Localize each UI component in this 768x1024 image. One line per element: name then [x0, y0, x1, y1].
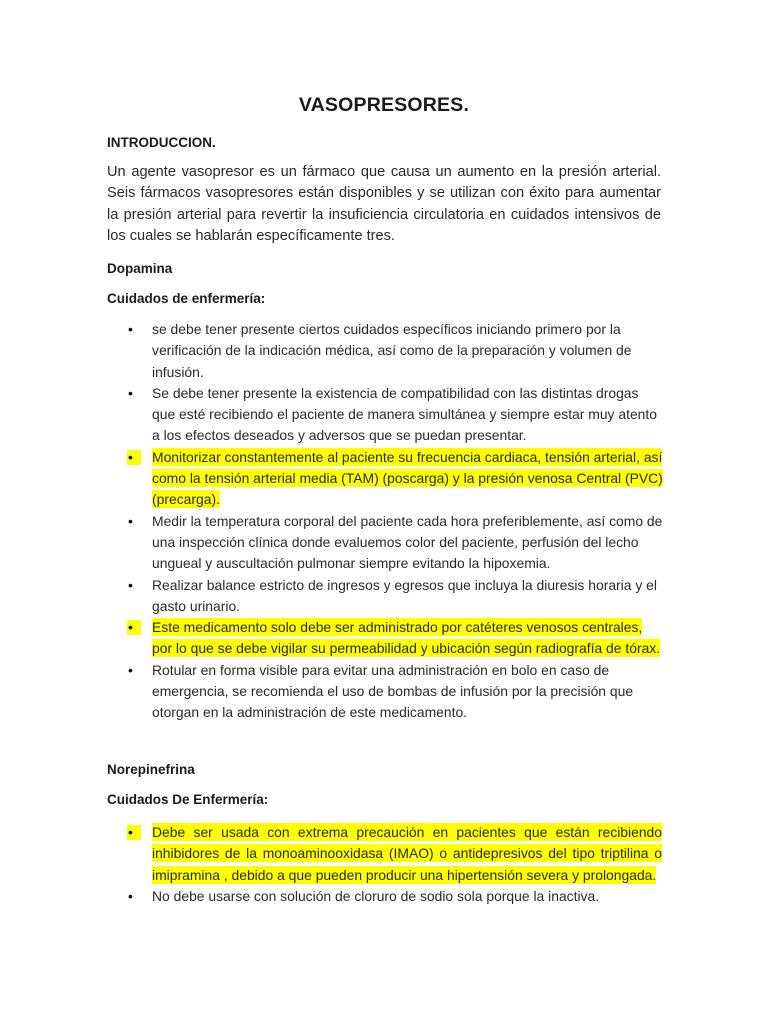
norepinefrina-care-heading: Cuidados De Enfermería: — [107, 792, 269, 807]
list-item — [0, 660, 664, 724]
list-item-text: Debe ser usada con extrema precaución en pacientes que están recibiendo inhibidores de la monoaminooxidasa (IMAO) o antidepresivos del tipo triptilina o imipramina , debido a que pueden producir una hipertensión severa y prolongada. — [152, 824, 662, 883]
list-item-highlighted — [0, 822, 662, 886]
bullet-icon: • — [128, 321, 133, 337]
list-item-text: se debe tener presente ciertos cuidados específicos iniciando primero por la verificación de la indicación médica, así como de la preparación y volumen de infusión. — [152, 321, 632, 380]
list-item — [0, 886, 662, 907]
list-item — [0, 319, 664, 383]
list-item-highlighted — [0, 447, 664, 511]
bullet-icon: • — [128, 576, 133, 593]
list-item-text: Rotular en forma visible para evitar una administración en bolo en caso de emergencia, se recomienda el uso de bombas de infusión por la precisión que otorgan en la administración de este medicamento. — [152, 661, 634, 721]
list-item — [0, 575, 664, 618]
list-item-highlighted — [0, 617, 664, 660]
list-item — [0, 511, 664, 575]
dopamina-care-heading: Cuidados de enfermería: — [107, 291, 266, 306]
intro-heading: INTRODUCCION. — [107, 135, 216, 150]
list-item-text: Se debe tener presente la existencia de compatibilidad con las distintas drogas que esté recibiendo el paciente de manera simultánea y siempre estar muy atento a los efectos deseados y adversos que se puedan presentar. — [152, 384, 657, 444]
bullet-icon: • — [128, 824, 133, 840]
list-item-text: Realizar balance estricto de ingresos y egresos que incluya la diuresis horaria y el gasto urinario. — [152, 576, 657, 614]
dopamina-care-list — [0, 319, 664, 724]
bullet-icon: • — [128, 512, 133, 529]
bullet-icon: • — [128, 661, 133, 678]
dopamina-heading: Dopamina — [107, 261, 173, 276]
list-item-text: Medir la temperatura corporal del paciente cada hora preferiblemente, así como de una inspección clínica donde evaluemos color del paciente, perfusión del lecho ungueal y auscultación pulmonar siempre evitando la hipoxemia. — [152, 512, 663, 572]
norepinefrina-care-list — [0, 822, 662, 907]
bullet-icon: • — [128, 448, 133, 465]
list-item-text: No debe usarse con solución de cloruro de sodio sola porque la inactiva. — [152, 887, 600, 904]
list-item-text: Este medicamento solo debe ser administrado por catéteres venosos centrales, por lo que se debe vigilar su permeabilidad y ubicación según radiografía de tórax. — [152, 619, 661, 657]
list-item-text: Monitorizar constantemente al paciente su frecuencia cardiaca, tensión arterial, así como la tensión arterial media (TAM) (poscarga) y la presión venosa Central (PVC) (precarga). — [152, 448, 663, 508]
bullet-icon: • — [128, 887, 133, 904]
intro-paragraph: Un agente vasopresor es un fármaco que causa un aumento en la presión arterial. Seis fármacos vasopresores están disponibles y se utilizan con éxito para aumentar la presión arterial para revertir la insuficiencia circulatoria en cuidados intensivos de los cuales se hablarán específicamente tres. — [107, 164, 661, 244]
bullet-icon: • — [128, 619, 133, 636]
list-item — [0, 383, 664, 447]
norepinefrina-heading: Norepinefrina — [107, 762, 195, 777]
document-title: VASOPRESORES. — [298, 94, 470, 116]
bullet-icon: • — [128, 384, 133, 401]
